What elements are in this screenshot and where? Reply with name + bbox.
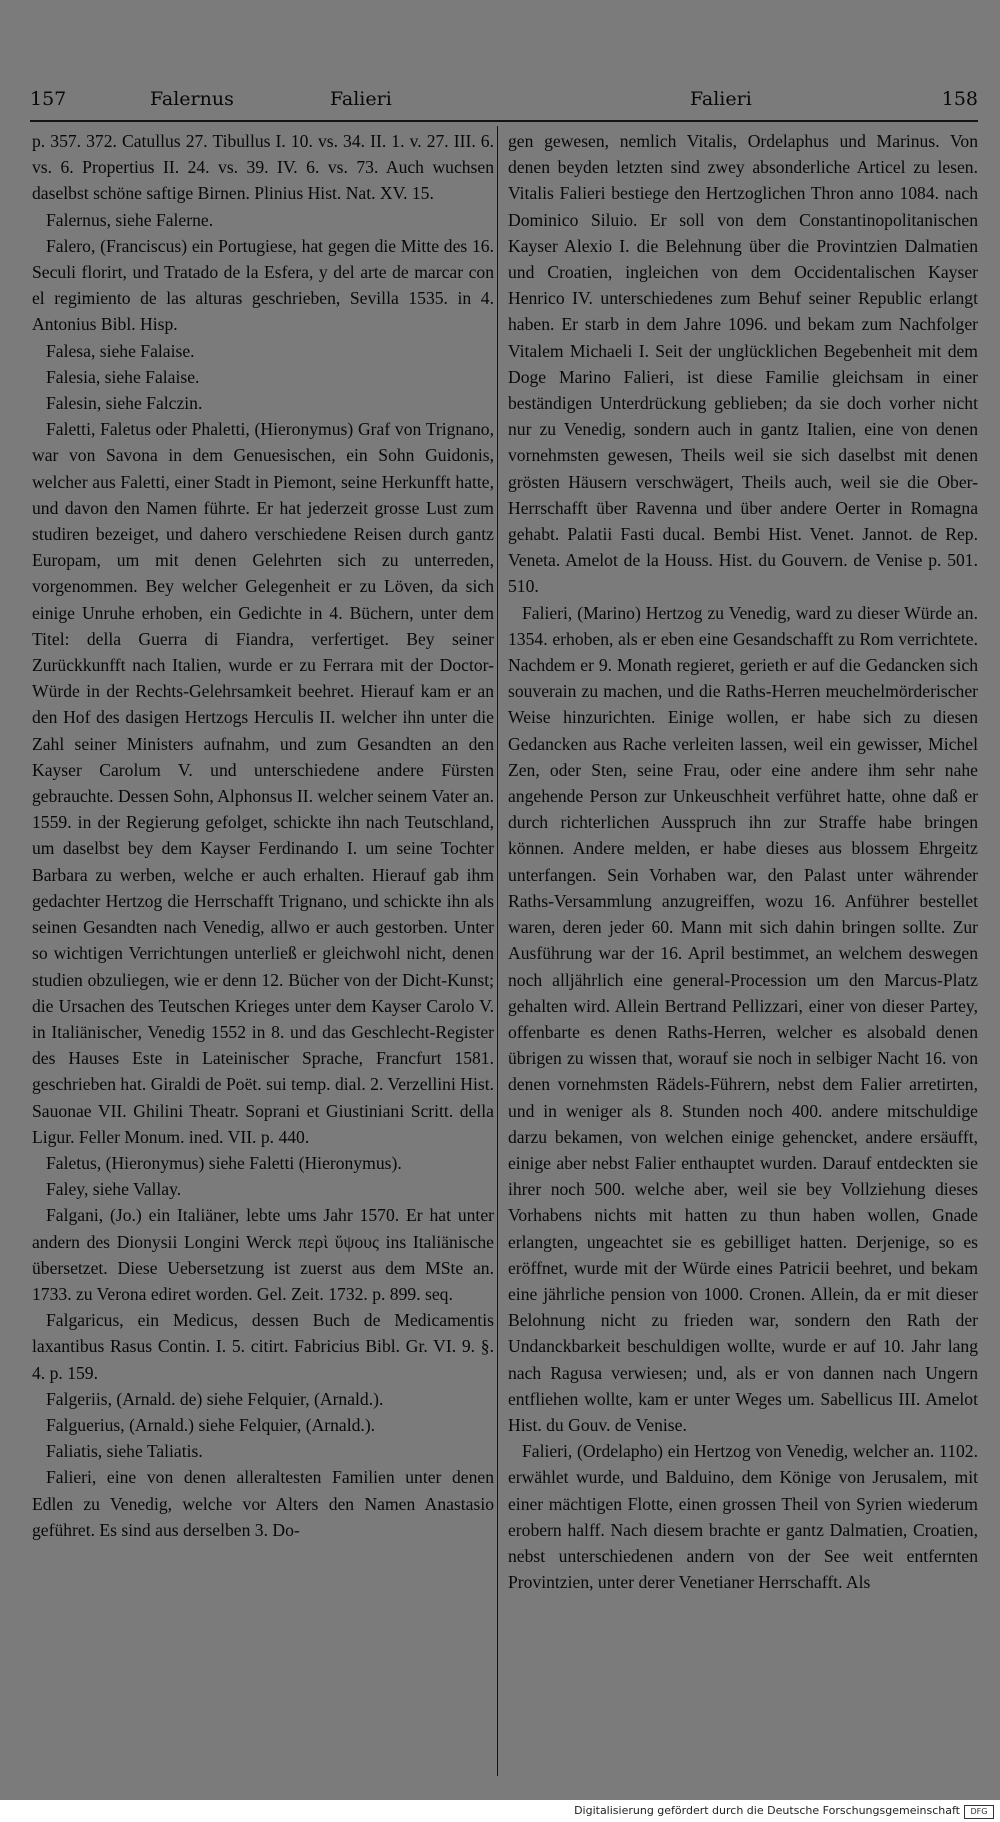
paragraph: Falesa, siehe Falaise. (46, 340, 195, 361)
paragraph: Faliatis, siehe Taliatis. (46, 1441, 203, 1462)
paragraph: Falgeriis, (Arnald. de) siehe Felquier, (Arnald.). (46, 1388, 384, 1409)
paragraph: gen gewesen, nemlich Vitalis, Ordelaphus und Marinus. Von denen beyden letzten sind zwey absonderliche Articel zu lesen. Vitalis Falieri bestiege den Hertzoglichen Thron anno 1084. nach Dominico Siluio. Er soll von dem Constantinopolitanischen Kayser Alexio I. die Belehnung über die Provintzien Dalmatien und Croatien, ingleichen von dem Occidentalischen Kayser Henrico IV. unterschiedenes zum Behuf seiner Republic erlangt haben. Er starb in dem Jahre 1096. und bekam zum Nachfolger Vitalem Michaeli I. Seit der unglücklichen Begebenheit mit dem Doge Marino Falieri, ist diese Familie gleichsam in einer beständigen Unterdrückung geblieben; da sie doch vorher nicht nur zu Venedig, sondern auch in gantz Italien, eine von denen vornehmsten gewesen, Theils weil sie sich daselbst mit denen grösten Häusern verschwägert, Theils auch, weil sie die Ober-Herrschafft über Ravenna und über andere Oerter in Romagna gehabt. Palatii Fasti ducal. Bembi Hist. Venet. Jannot. de Rep. Veneta. Amelot de la Houss. Hist. du Gouvern. de Venise p. 501. 510. (508, 131, 978, 597)
header-rule (30, 120, 978, 122)
paragraph: Falesia, siehe Falaise. (46, 366, 200, 387)
paragraph: Falesin, siehe Falczin. (46, 393, 203, 414)
right-column (508, 128, 978, 1595)
paragraph: Faley, siehe Vallay. (46, 1179, 182, 1200)
column-divider (497, 126, 498, 1776)
paragraph: Falguerius, (Arnald.) siehe Felquier, (Arnald.). (46, 1414, 376, 1435)
right-page-number: 158 (941, 88, 978, 110)
left-page-number: 157 (30, 88, 67, 110)
left-header-keyword: Falernus (150, 88, 234, 110)
paragraph: Falero, (Franciscus) ein Portugiese, hat gegen die Mitte des 16. Seculi florirt, und Tratado de la Esfera, y del arte de marcar con el regimiento de las alturas geschrieben, Sevilla 1535. in 4. Antonius Bibl. Hisp. (32, 235, 494, 335)
center-right-header-keyword: Falieri (690, 88, 752, 110)
paragraph: Faletus, (Hieronymus) siehe Faletti (Hieronymus). (46, 1152, 402, 1173)
paragraph: Falieri, (Marino) Hertzog zu Venedig, ward zu dieser Würde an. 1354. erhoben, als er eben eine Gesandschafft zu Rom verrichtete. Nachdem er 9. Monath regieret, gerieth er auf die Gedancken sich souverain zu machen, und die Raths-Herren meuchelmörderischer Weise hinzurichten. Einige wollen, er habe sich zu diesen Gedancken aus Rache verleiten lassen, weil ein gewisser, Michel Zen, oder Sten, seine Frau, oder eine andere ihm sehr nahe angehende Person zur Unkeuschheit verführet hatte, ohne daß er durch richterlichen Ausspruch ihn zur Straffe habe bringen können. Andere melden, er habe dieses aus blossem Ehrgeitz unterfangen. Sein Vorhaben war, den Palast unter währender Raths-Versammlung anzugreiffen, wozu 16. Anführer bestellet waren, deren jeder 60. Mann mit sich dahin bringen sollte. Zur Ausführung war der 16. April bestimmet, an welchem deswegen noch alljährlich eine general-Procession um den Marcus-Platz gehalten wird. Allein Bertrand Pellizzari, einer von dieser Partey, offenbarte es denen Raths-Herren, welcher es alsobald denen übrigen zu wissen that, worauf sie noch in selbiger Nacht 16. von denen vornehmsten Rädels-Führern, nebst dem Falier arretirten, und in weniger als 8. Stunden noch 400. andere mitschuldige darzu bekamen, von welchen einige gehencket, andere ersäufft, einige aber nebst Falier enthauptet wurden. Darauf entdeckten sie ihrer noch 500. welche aber, weil sie bey Vollziehung dieses Vorhabens nichts mit hatten zu thun haben wollen, Gnade erlangten, ungeachtet sie es gebilliget hatten. Derjenige, so es eröffnet, wurde mit der Würde eines Patricii beehret, und bekam eine jährliche pension von 1000. Cronen. Allein, da er mit dieser Belohnung nicht zu frieden war, sondern den Rath der Undanckbarkeit beschuldigen wollte, wurde er auf 10. Jahr lang nach Ragusa verwiesen; und, als er von dannen nach Ungern entfliehen wollte, kam er unter Weges um. Sabellicus III. Amelot Hist. du Gouv. de Venise. (508, 602, 978, 1435)
center-left-header-keyword: Falieri (330, 88, 392, 110)
footer-bar (0, 1800, 1000, 1822)
paragraph: Falieri, (Ordelapho) ein Hertzog von Venedig, welcher an. 1102. erwählet wurde, und Balduino, dem Könige von Jerusalem, mit einer mächtigen Flotte, einen grossen Theil von Syrien wiederum erobern halff. Nach diesem brachte er gantz Dalmatien, Croatien, nebst unterschiedenen andern von der See weit entfernten Provintzien, unter derer Venetianer Herrschafft. Als (508, 1441, 978, 1593)
paragraph: Falgani, (Jo.) ein Italiäner, lebte ums Jahr 1570. Er hat unter andern des Dionysii Longini Werck περὶ ὕψους ins Italiänische übersetzet. Diese Uebersetzung ist zuerst aus dem MSte an. 1733. zu Verona ediret worden. Gel. Zeit. 1732. p. 899. seq. (32, 1205, 494, 1304)
paragraph: p. 357. 372. Catullus 27. Tibullus I. 10. vs. 34. II. 1. v. 27. III. 6. vs. 6. Propertius II. 24. vs. 39. IV. 6. vs. 73. Auch wuchsen daselbst schöne saftige Birnen. Plinius Hist. Nat. XV. 15. (32, 131, 494, 204)
paragraph: Falernus, siehe Falerne. (46, 209, 214, 230)
paragraph: Falgaricus, ein Medicus, dessen Buch de Medicamentis laxantibus Rasus Contin. I. 5. citirt. Fabricius Bibl. Gr. VI. 9. §. 4. p. 159. (32, 1310, 494, 1383)
dfg-logo-icon: DFG (964, 1805, 994, 1819)
footer-credit: Digitalisierung gefördert durch die Deutsche Forschungsgemeinschaft (574, 1804, 960, 1817)
left-column (32, 128, 494, 1543)
paragraph: Falieri, eine von denen alleraltesten Familien unter denen Edlen zu Venedig, welche vor Alters den Namen Anastasio geführet. Es sind aus derselben 3. Do- (32, 1467, 494, 1540)
paragraph: Faletti, Faletus oder Phaletti, (Hieronymus) Graf von Trignano, war von Savona in dem Genuesischen, ein Sohn Guidonis, welcher aus Faletti, einer Stadt in Piemont, seine Herkunfft hatte, und davon den Namen führte. Er hat jederzeit grosse Lust zum studiren bezeiget, und dahero verschiedene Reisen durch gantz Europam, um mit denen Gelehrten sich zu unterreden, vorgenommen. Bey welcher Gelegenheit er zu Löven, da sich einige Unruhe erhoben, ein Gedichte in 4. Büchern, unter dem Titel: della Guerra di Fiandra, verfertiget. Bey seiner Zurückkunfft nach Italien, wurde er zu Ferrara mit der Doctor-Würde in der Rechts-Gelehrsamkeit beehret. Hierauf kam er an den Hof des dasigen Hertzogs Herculis II. welcher ihn unter die Zahl seiner Ministers aufnahm, und zum Gesandten an den Kayser Carolum V. und unterschiedene andere Fürsten gebrauchte. Dessen Sohn, Alphonsus II. welcher seinem Vater an. 1559. in der Regierung gefolget, schickte ihn nach Teutschland, um daselbst bey dem Kayser Ferdinando I. um seine Tochter Barbara zu werben, welche er auch erhalten. Hierauf gab ihm gedachter Hertzog die Herrschafft Trignano, und schickte ihn als seinen Gesandten nach Venedig, allwo er auch gestorben. Unter so wichtigen Verrichtungen unterließ er gleichwohl nicht, denen studien obzuliegen, wie er denn 12. Bücher von der Dicht-Kunst; die Ursachen des Teutschen Krieges unter dem Kayser Carolo V. in Italiänischer, Venedig 1552 in 8. und das Geschlecht-Register des Hauses Este in Lateinischer Sprache, Francfurt 1581. geschrieben hat. Giraldi de Poët. sui temp. dial. 2. Verzellini Hist. Sauonae VII. Ghilini Theatr. Soprani et Giustiniani Scritt. della Ligur. Feller Monum. ined. VII. p. 440. (32, 419, 494, 1147)
running-header (30, 88, 978, 118)
